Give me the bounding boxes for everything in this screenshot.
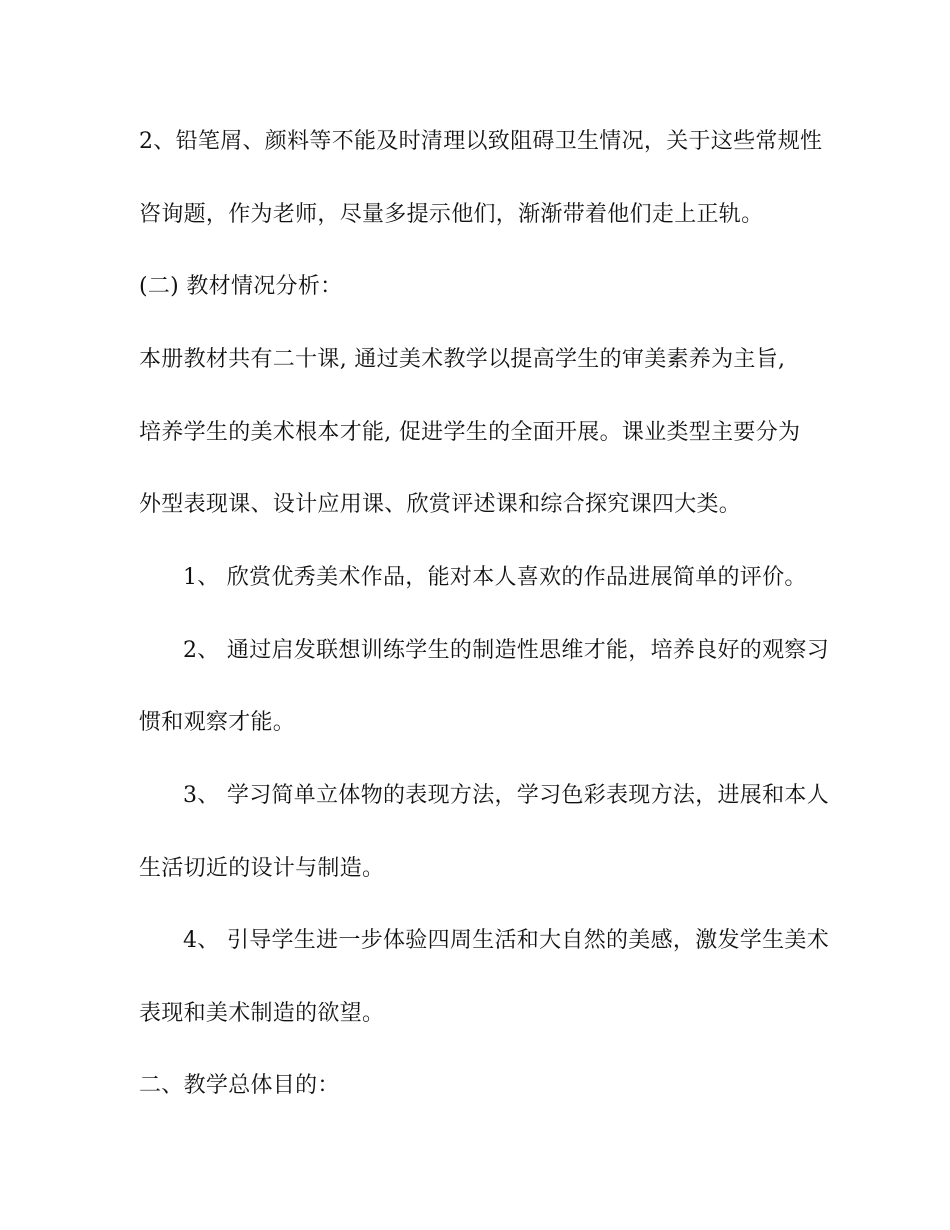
- list-item: 4、 引导学生进一步体验四周生活和大自然的美感，激发学生美术: [183, 928, 829, 953]
- list-item-continuation: 表现和美术制造的欲望。: [139, 1001, 385, 1026]
- paragraph-line: 2、铅笔屑、颜料等不能及时清理以致阻碍卫生情况，关于这些常规性: [139, 129, 823, 154]
- paragraph-line: 咨询题，作为老师，尽量多提示他们，渐渐带着他们走上正轨。: [139, 202, 764, 227]
- paragraph-line: 外型表现课、设计应用课、欣赏评述课和综合探究课四大类。: [139, 492, 742, 517]
- list-item-continuation: 生活切近的设计与制造。: [139, 856, 385, 881]
- list-item: 3、 学习简单立体物的表现方法，学习色彩表现方法，进展和本人: [183, 783, 829, 808]
- section-heading: (二) 教材情况分析：: [139, 274, 343, 299]
- section-heading: 二、教学总体目的：: [139, 1073, 340, 1098]
- list-item-continuation: 惯和观察才能。: [139, 710, 296, 735]
- list-item: 2、 通过启发联想训练学生的制造性思维才能，培养良好的观察习: [183, 638, 829, 663]
- paragraph-line: 培养学生的美术根本才能, 促进学生的全面开展。课业类型主要分为: [139, 420, 801, 445]
- list-item: 1、 欣赏优秀美术作品，能对本人喜欢的作品进展简单的评价。: [183, 565, 807, 590]
- paragraph-line: 本册教材共有二十课, 通过美术教学以提高学生的审美素养为主旨,: [139, 347, 786, 372]
